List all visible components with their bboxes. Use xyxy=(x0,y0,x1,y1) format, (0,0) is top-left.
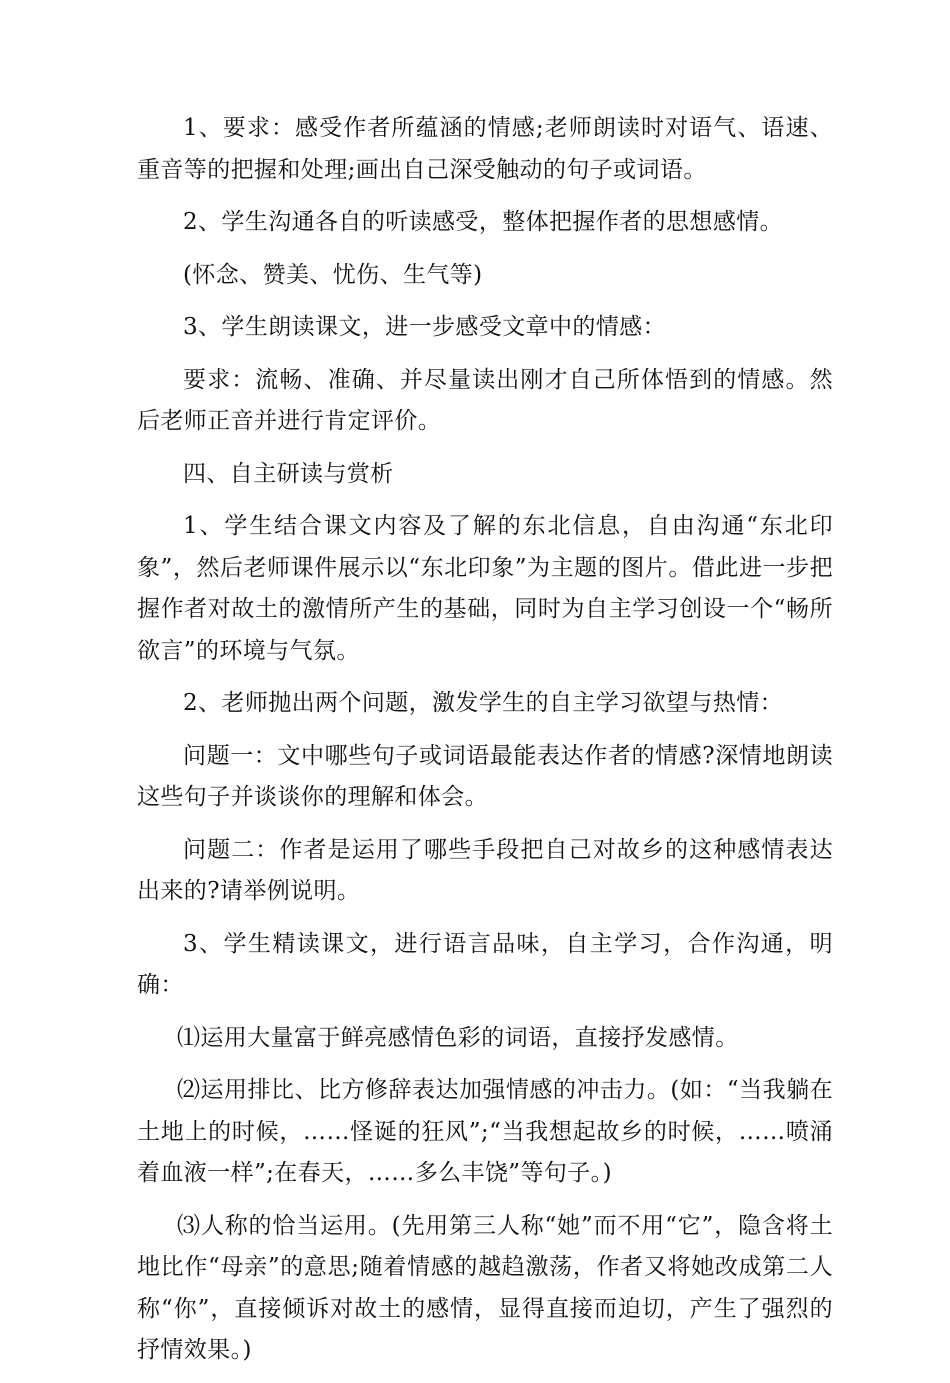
paragraph-question-1: 问题一：文中哪些句子或词语最能表达作者的情感?深情地朗读这些句子并谈谈你的理解和体会。 xyxy=(137,742,833,810)
paragraph-northeast-impression: 1、学生结合课文内容及了解的东北信息，自由沟通“东北印象”，然后老师课件展示以“东北印象”为主题的图片。借此进一步把握作者对故土的激情所产生的基础，同时为自主学习创设一个“畅所欲言”的环境与气氛。 xyxy=(137,513,833,664)
paragraph-requirement-1: 1、要求：感受作者所蕴涵的情感;老师朗读时对语气、语速、重音等的把握和处理;画出自己深受触动的句子或词语。 xyxy=(137,115,833,183)
paragraph-intensive-reading: 3、学生精读课文，进行语言品味，自主学习，合作沟通，明确： xyxy=(137,930,833,998)
section-heading-4: 四、自主研读与赏析 xyxy=(183,460,394,487)
paragraph-reading-requirement: 要求：流畅、准确、并尽量读出刚才自己所体悟到的情感。然后老师正音并进行肯定评价。 xyxy=(137,366,833,434)
paragraph-point-3: ⑶人称的恰当运用。(先用第三人称“她”而不用“它”，隐含将土地比作“母亲”的意思;随着情感的越趋激荡，作者又将她改成第二人称“你”，直接倾诉对故土的感情，显得直接而迫切，产生了强烈的抒情效果。) xyxy=(137,1212,833,1363)
paragraph-question-2: 问题二：作者是运用了哪些手段把自己对故乡的这种感情表达出来的?请举例说明。 xyxy=(137,836,833,904)
document-body xyxy=(137,108,833,1383)
paragraph-two-questions: 2、老师抛出两个问题，激发学生的自主学习欲望与热情： xyxy=(183,690,784,716)
paragraph-students-share: 2、学生沟通各自的听读感受，整体把握作者的思想感情。 xyxy=(183,209,784,235)
paragraph-students-read: 3、学生朗读课文，进一步感受文章中的情感： xyxy=(183,314,667,340)
paragraph-emotions-list: (怀念、赞美、忧伤、生气等) xyxy=(183,261,483,288)
paragraph-point-2: ⑵运用排比、比方修辞表达加强情感的冲击力。(如：“当我躺在土地上的时候，……怪诞的狂风”;“当我想起故乡的时候，……喷涌着血液一样”;在春天，……多么丰饶”等句子。) xyxy=(137,1077,833,1186)
paragraph-point-1: ⑴运用大量富于鲜亮感情色彩的词语，直接抒发感情。 xyxy=(177,1024,739,1051)
